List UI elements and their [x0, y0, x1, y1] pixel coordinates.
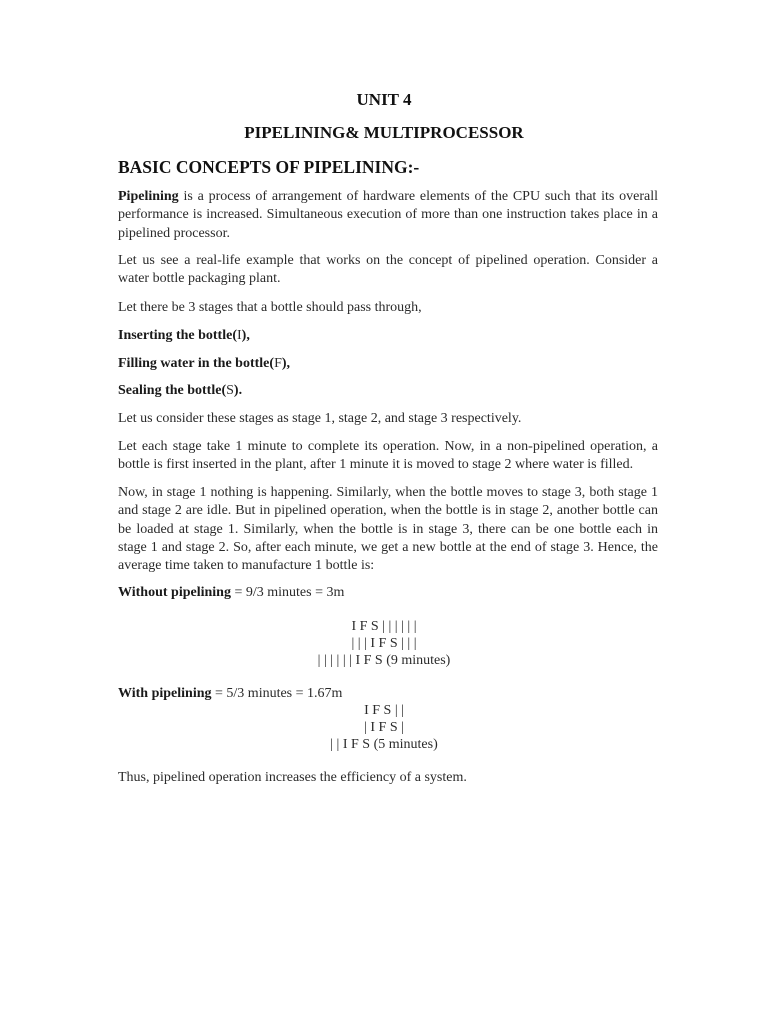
diagram-row: | I F S | [364, 720, 404, 735]
diagram-row: I F S | | [364, 703, 404, 718]
stage-code: F [274, 356, 282, 371]
stage-code: S [226, 383, 234, 398]
diagram-row: I F S | | | | | | [351, 619, 417, 634]
stage-item-sealing [118, 382, 242, 400]
diagram-row: | | I F S (5 minutes) [330, 737, 438, 752]
with-pipelining-line [118, 685, 342, 703]
stage-code: I [237, 328, 242, 343]
without-pipelining-label: Without pipelining [118, 585, 231, 600]
stage-label: Sealing the bottle( [118, 383, 227, 398]
intro-term: Pipelining [118, 189, 179, 204]
stage-label: Inserting the bottle( [118, 328, 237, 343]
conclusion: Thus, pipelined operation increases the efficiency of a system. [118, 770, 467, 785]
document-title: PIPELINING& MULTIPROCESSOR [244, 123, 524, 142]
without-pipelining-line [118, 584, 344, 602]
stages-numbering: Let us consider these stages as stage 1, stage 2, and stage 3 respectively. [118, 411, 522, 426]
example-paragraph: Let us see a real-life example that works on the concept of pipelined operation. Consider a water bottle packaging plant. [118, 253, 658, 287]
stage-item-filling [118, 355, 290, 373]
intro-paragraph [118, 188, 658, 243]
unit-title: UNIT 4 [356, 90, 412, 109]
stage-end: ), [281, 356, 291, 371]
stage-end: ). [233, 383, 243, 398]
stages-intro: Let there be 3 stages that a bottle should pass through, [118, 300, 422, 315]
with-pipelining-label: With pipelining [118, 686, 212, 701]
intro-text: is a process of arrangement of hardware elements of the CPU such that its overall performance is increased. Simultaneous execution of more than one instruction takes place in a pipelined processor. [118, 189, 658, 241]
stage-label: Filling water in the bottle( [118, 356, 275, 371]
diagram-row: | | | | | | I F S (9 minutes) [317, 653, 451, 668]
diagram-row: | | | I F S | | | [351, 636, 417, 651]
non-pipelined-paragraph: Let each stage take 1 minute to complete its operation. Now, in a non-pipelined operation, a bottle is first inserted in the plant, after 1 minute it is moved to stage 2 where water is filled. [118, 439, 658, 473]
stage-end: ), [241, 328, 250, 343]
stage-item-inserting [118, 327, 250, 345]
section-heading: BASIC CONCEPTS OF PIPELINING:- [118, 157, 420, 177]
with-pipelining-value: = 5/3 minutes = 1.67m [211, 686, 343, 701]
without-pipelining-value: = 9/3 minutes = 3m [230, 585, 345, 600]
pipelined-paragraph: Now, in stage 1 nothing is happening. Similarly, when the bottle moves to stage 3, both stage 1 and stage 2 are idle. But in pipelined operation, when the bottle is in stage 2, another bottle can be loaded at stage 1. Similarly, when the bottle is in stage 3, there can be one bottle each in stage 1 and stage 2. So, after each minute, we get a new bottle at the end of stage 3. Hence, the average time taken to manufacture 1 bottle is: [118, 485, 658, 574]
